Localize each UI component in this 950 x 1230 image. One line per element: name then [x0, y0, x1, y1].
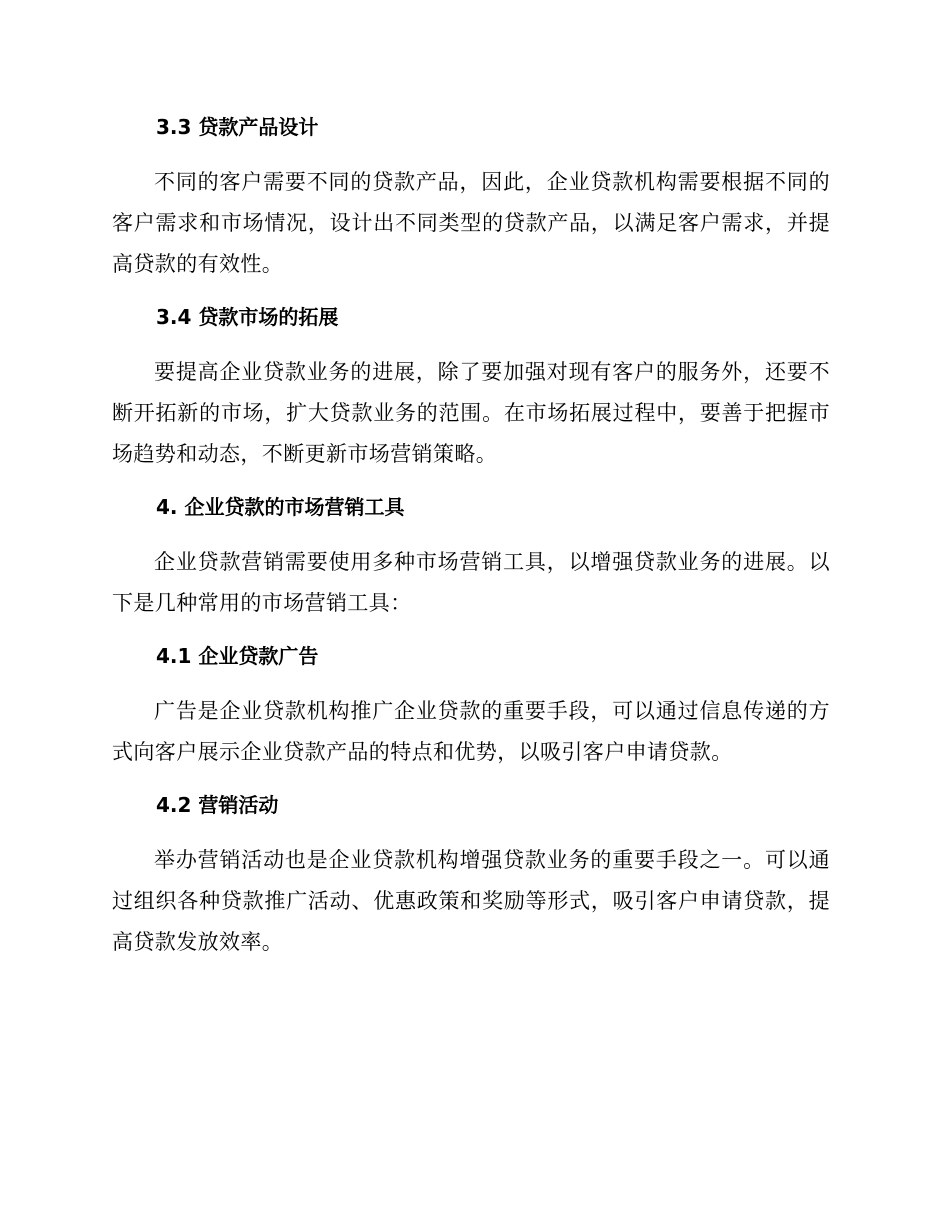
- section-heading-4: 4. 企业贷款的市场营销工具: [156, 495, 405, 519]
- section-paragraph-4-1: 广告是企业贷款机构推广企业贷款的重要手段，可以通过信息传递的方式向客户展示企业贷款产品的特点和优势，以吸引客户申请贷款。: [112, 699, 830, 764]
- section-paragraph-3-4: 要提高企业贷款业务的进展，除了要加强对现有客户的服务外，还要不断开拓新的市场，扩大贷款业务的范围。在市场拓展过程中，要善于把握市场趋势和动态，不断更新市场营销策略。: [112, 360, 830, 466]
- section-heading-4-1: 4.1 企业贷款广告: [156, 644, 319, 668]
- section-heading-4-2: 4.2 营销活动: [156, 793, 279, 817]
- section-heading-3-4: 3.4 贷款市场的拓展: [156, 305, 339, 329]
- section-heading-3-3: 3.3 贷款产品设计: [156, 115, 319, 139]
- section-paragraph-4-2: 举办营销活动也是企业贷款机构增强贷款业务的重要手段之一。可以通过组织各种贷款推广活动、优惠政策和奖励等形式，吸引客户申请贷款，提高贷款发放效率。: [112, 848, 830, 954]
- section-paragraph-3-3: 不同的客户需要不同的贷款产品，因此，企业贷款机构需要根据不同的客户需求和市场情况，设计出不同类型的贷款产品，以满足客户需求，并提高贷款的有效性。: [112, 170, 830, 276]
- document-body: [112, 108, 830, 976]
- section-paragraph-4: 企业贷款营销需要使用多种市场营销工具，以增强贷款业务的进展。以下是几种常用的市场营销工具：: [112, 550, 830, 615]
